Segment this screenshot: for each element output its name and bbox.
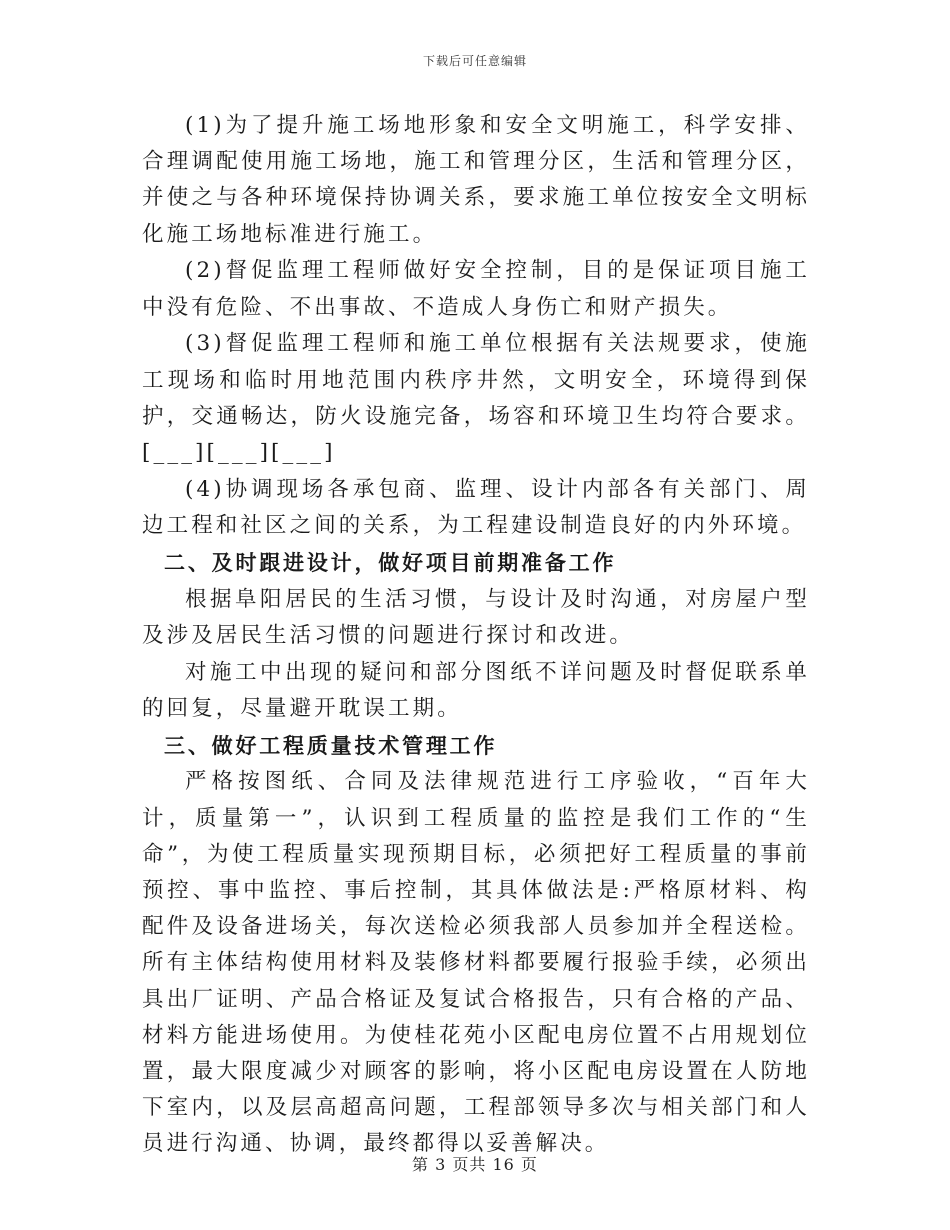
paragraph-4: (4)协调现场各承包商、监理、设计内部各有关部门、周边工程和社区之间的关系，为工程建设制造良好的内外环境。 bbox=[142, 476, 810, 539]
paragraph-2: (2)督促监理工程师做好安全控制，目的是保证项目施工中没有危险、不出事故、不造成人身伤亡和财产损失。 bbox=[142, 258, 810, 320]
paragraph-7: 严格按图纸、合同及法律规范进行工序验收，“百年大计，质量第一”，认识到工程质量的监控是我们工作的“生命”，为使工程质量实现预期目标，必须把好工程质量的事前预控、事中监控、事后控制，其具体做法是:严格原材料、构配件及设备进场关，每次送检必须我部人员参加并全程送检。所有主体结构使用材料及装修材料都要履行报验手续，必须出具出厂证明、产品合格证及复试合格报告，只有合格的产品、材料方能进场使用。为使桂花苑小区配电房位置不占用规划位置，最大限度减少对顾客的影响，将小区配电房设置在人防地下室内，以及层高超高问题，工程部领导多次与相关部门和人员进行沟通、协调，最终都得以妥善解决。 bbox=[142, 769, 810, 1157]
page-header: 下载后可任意编辑 bbox=[422, 54, 527, 68]
paragraph-6: 对施工中出现的疑问和部分图纸不详问题及时督促联系单的回复，尽量避开耽误工期。 bbox=[142, 659, 810, 721]
paragraph-3: (3)督促监理工程师和施工单位根据有关法规要求，使施工现场和临时用地范围内秩序井然，文明安全，环境得到保护，交通畅达，防火设施完备，场容和环境卫生均符合要求。[___][___][___] bbox=[142, 331, 810, 466]
page-number: 第 3 页共 16 页 bbox=[412, 1155, 538, 1174]
section-heading-3: 三、做好工程质量技术管理工作 bbox=[164, 733, 498, 758]
paragraph-5: 根据阜阳居民的生活习惯，与设计及时沟通，对房屋户型及涉及居民生活习惯的问题进行探讨和改进。 bbox=[142, 586, 810, 648]
section-heading-2: 二、及时跟进设计，做好项目前期准备工作 bbox=[164, 550, 617, 575]
paragraph-1: (1)为了提升施工场地形象和安全文明施工，科学安排、合理调配使用施工场地，施工和管理分区，生活和管理分区，并使之与各种环境保持协调关系，要求施工单位按安全文明标化施工场地标准进行施工。 bbox=[142, 113, 810, 247]
document-body bbox=[142, 108, 810, 1163]
